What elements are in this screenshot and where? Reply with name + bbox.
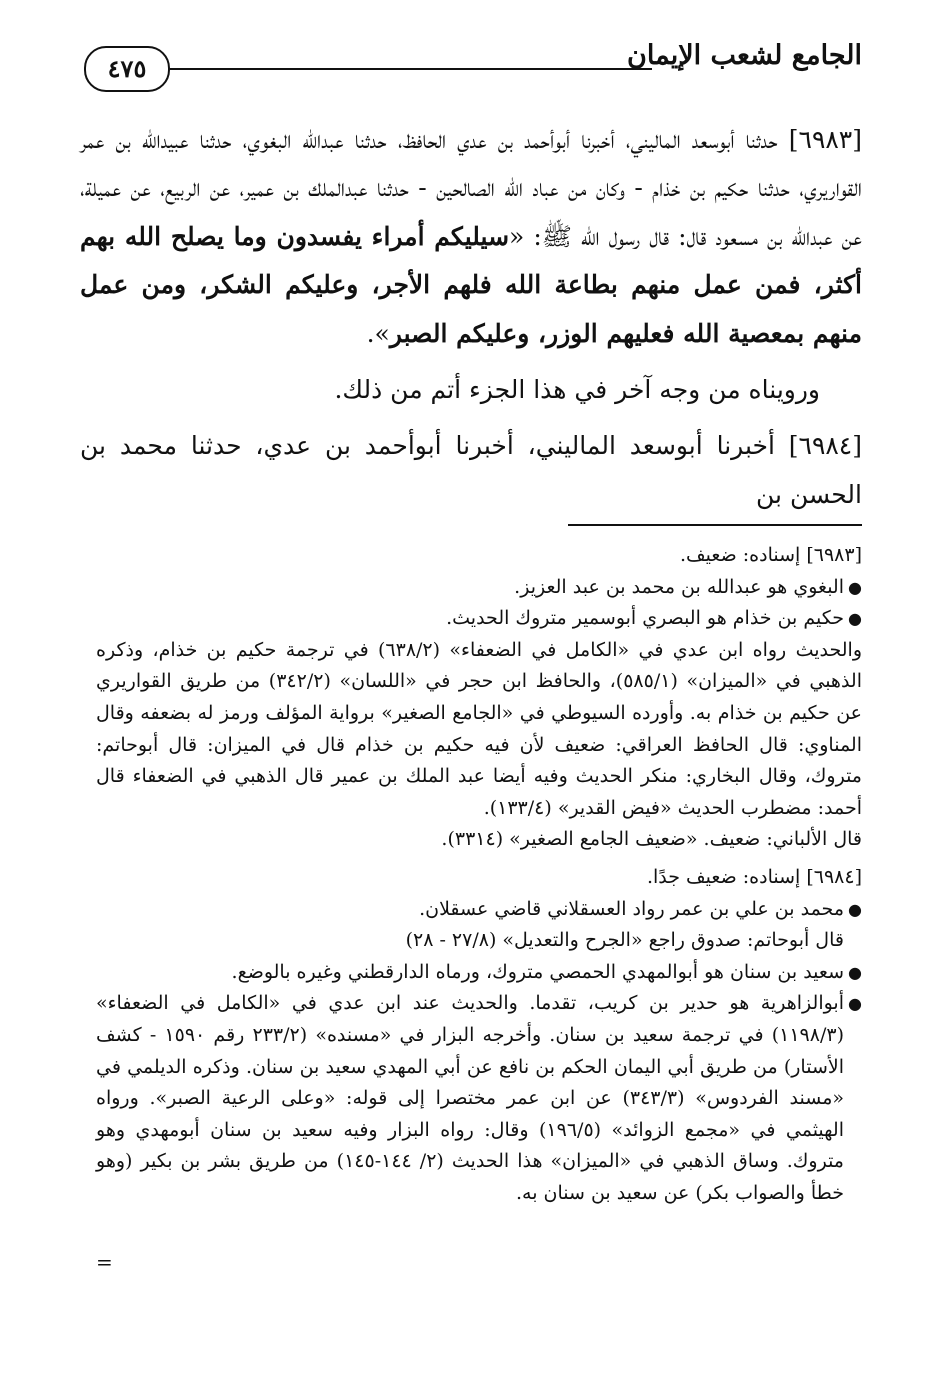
footnote-6984-heading: [٦٩٨٤] إسناده: ضعيف جدًا. (646, 865, 862, 888)
main-text (80, 116, 862, 519)
bullet-icon: ● (848, 962, 862, 982)
footnote-6984-item-3 (96, 988, 862, 1209)
footnote-6983-item-1 (96, 572, 862, 604)
hadith-6983 (80, 116, 862, 358)
continuation-mark: = (96, 1250, 113, 1274)
footnote-text: البغوي هو عبدالله بن محمد بن عبد العزيز. (514, 575, 844, 598)
page-number: ٤٧٥ (84, 46, 170, 92)
hadith-6983-chain: [٦٩٨٣] حدثنا أبوسعد الماليني، أخبرنا أبوأحمد بن عدي الحافظ، حدثنا عبدالله البغوي، حدثنا عبيدالله بن عمر القواريري، حدثنا حكيم بن خذام - وكان من عباد الله الصالحين - حدثنا عبدالملك بن عمير، عن الربيع، عن عميلة، عن عبدالله بن مسعود قال: قال رسول الله ﷺ: « (80, 125, 862, 251)
bullet-icon: ● (848, 994, 862, 1014)
footnote-text: حكيم بن خذام هو البصري أبوسمير متروك الحديث. (446, 607, 844, 630)
footnote-6983-albani: قال الألباني: ضعيف. «ضعيف الجامع الصغير» (٣٣١٤). (441, 828, 862, 851)
bullet-icon: ● (848, 609, 862, 629)
footnote-6983-heading: [٦٩٨٣] إسناده: ضعيف. (679, 544, 862, 566)
header-rule (152, 68, 652, 70)
footnote-6983-takhrij: والحديث رواه ابن عدي في «الكامل في الضعفاء» (٦٣٨/٢) في ترجمة حكيم بن خذام، وذكره الذهبي في «الميزان» (٥٨٥/١)، والحافظ ابن حجر في «اللسان» (٣٤٢/٢) من طريق القواريري عن حكيم بن خذام به. وأورده السيوطي في «الجامع الصغير» برواية المؤلف ورمز له بضعفه وقال المناوي: قال الحافظ العراقي: ضعيف لأن فيه حكيم بن خذام قال في الميزان: قال أبوحاتم: متروك، وقال البخاري: منكر الحديث وفيه أيضا عبد الملك بن عمير قال الذهبي في الضعفاء قال أحمد: مضطرب الحديث «فيض القدير» (١٣٣/٤). (96, 638, 862, 819)
hadith-6983-matn: سيليكم أمراء يفسدون وما يصلح الله بهم أكثر، فمن عمل منهم بطاعة الله فلهم الأجر، وعليكم الشكر، ومن عمل منهم بمعصية الله فعليهم الوزر، وعليكم الصبر (80, 221, 862, 348)
bullet-icon: ● (848, 899, 862, 919)
footnotes (96, 540, 862, 1209)
narration-note: ورويناه من وجه آخر في هذا الجزء أتم من ذلك. (334, 375, 820, 405)
footnote-text: محمد بن علي بن عمر رواد العسقلاني قاضي عسقلان. (419, 897, 844, 920)
bullet-icon: ● (848, 577, 862, 597)
page-header (84, 34, 862, 94)
footnote-6983-item-2 (96, 603, 862, 635)
footnote-text: أبوالزاهرية هو حدير بن كريب، تقدما. والحديث عند ابن عدي في «الكامل في الضعفاء» (١١٩٨/٣) في ترجمة سعيد بن سنان. وأخرجه البزار في «مسنده» (٢٣٣/٢ رقم ١٥٩٠ - كشف الأستار) من طريق أبي اليمان الحكم بن نافع عن أبي المهدي سعيد بن سنان. وذكره الديلمي في «مسند الفردوس» (٣٤٣/٣) عن ابن عمر مختصرا إلى قوله: «وعلى الرعية الصبر». ورواه الهيثمي في «مجمع الزوائد» (١٩٦/٥) وقال: رواه البزار وفيه سعيد بن سنان أبومهدي وهو متروك. وساق الذهبي في «الميزان» هذا الحديث (٢/ ١٤٤-١٤٥) من طريق بشر بن بكير (وهو خطأ والصواب بكر) عن سعيد بن سنان به. (96, 992, 844, 1204)
footnote-6984-item-2 (96, 957, 862, 989)
hadith-6983-close: ». (366, 318, 390, 348)
footnote-6984-item-1 (96, 894, 862, 926)
running-title: الجامع لشعب الإيمان (627, 40, 862, 71)
footnote-text: سعيد بن سنان هو أبوالمهدي الحمصي متروك، ورماه الدارقطني وغيره بالوضع. (231, 960, 844, 983)
footnote-6984-item-1-sub: قال أبوحاتم: صدوق راجع «الجرح والتعديل» (٢٧/٨ - ٢٨) (405, 929, 844, 952)
hadith-6984: [٦٩٨٤] أخبرنا أبوسعد الماليني، أخبرنا أبوأحمد بن عدي، حدثنا محمد بن الحسن بن (80, 431, 862, 509)
footnote-rule (568, 524, 862, 526)
